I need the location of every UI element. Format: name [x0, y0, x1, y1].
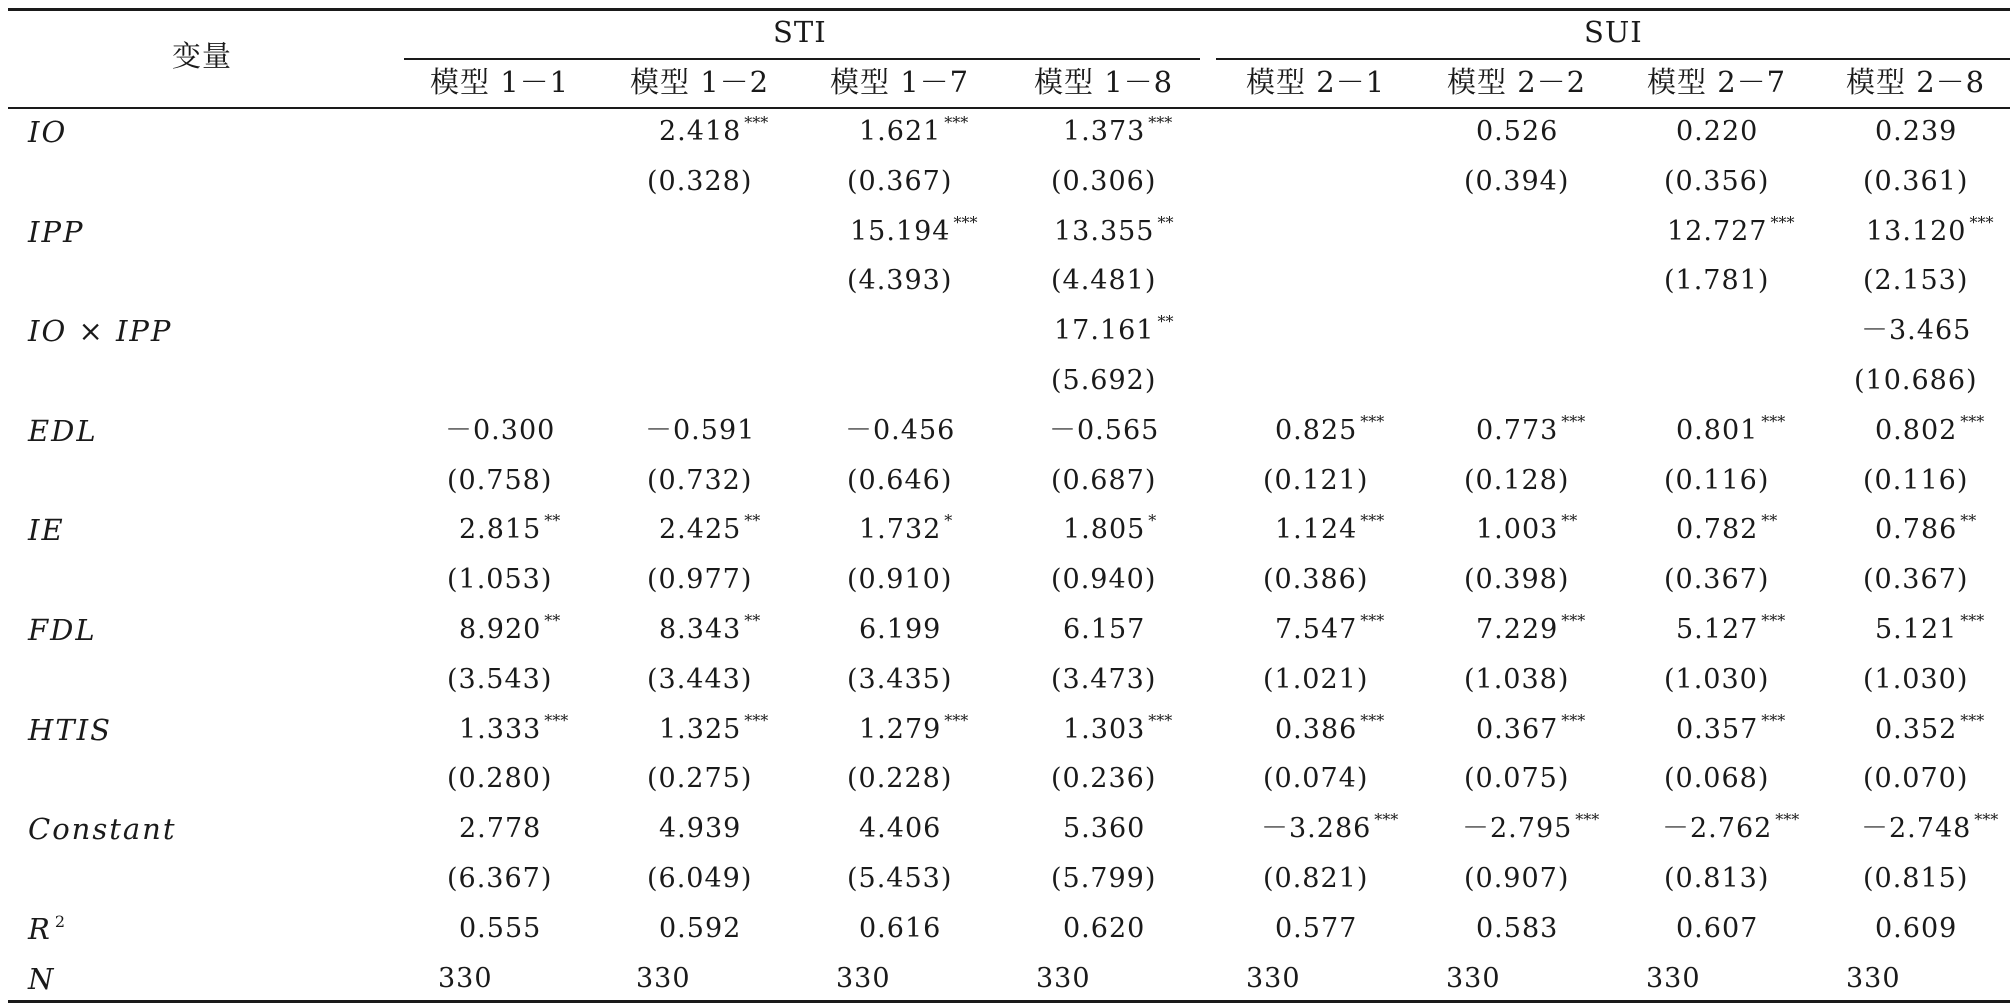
coef-value: 17.161 — [1054, 315, 1155, 346]
coef-cell — [1861, 810, 1999, 848]
n-value: 330 — [636, 963, 691, 994]
se-cell: (4.481) — [1051, 265, 1157, 296]
significance-stars: ** — [744, 511, 761, 530]
significance-stars: *** — [953, 213, 978, 232]
coef-cell — [1063, 711, 1173, 749]
coef-value: －3.286 — [1261, 813, 1372, 844]
n-value: 330 — [1246, 963, 1301, 994]
se-cell: (3.473) — [1051, 664, 1157, 695]
n-value: 330 — [836, 963, 891, 994]
se-cell: (3.543) — [447, 664, 553, 695]
coef-value: 13.355 — [1054, 216, 1155, 247]
coef-cell — [850, 213, 978, 251]
significance-stars: ** — [544, 511, 561, 530]
significance-stars: ** — [1761, 511, 1778, 530]
r2-value: 0.592 — [659, 913, 742, 944]
coef-value: 6.157 — [1063, 614, 1146, 645]
se-cell: (5.799) — [1051, 863, 1157, 894]
se-cell: (5.453) — [847, 863, 953, 894]
r2-label — [28, 913, 65, 950]
coef-cell — [659, 711, 769, 749]
significance-stars: *** — [1761, 711, 1786, 730]
n-label: N — [28, 962, 56, 996]
se-cell: (1.030) — [1664, 664, 1770, 695]
coef-value: －0.300 — [445, 415, 556, 446]
coef-value: 1.333 — [459, 714, 542, 745]
coef-value: 4.406 — [859, 813, 942, 844]
n-value: 330 — [1446, 963, 1501, 994]
coef-cell — [1875, 511, 1977, 549]
coef-value: 13.120 — [1866, 216, 1967, 247]
se-cell: (0.977) — [647, 564, 753, 595]
coef-value: 12.727 — [1667, 216, 1768, 247]
coef-cell — [1275, 511, 1385, 549]
se-cell: (0.116) — [1863, 465, 1969, 496]
model-header-7: 模型 2－7 — [1647, 65, 1787, 99]
significance-stars: *** — [1960, 412, 1985, 431]
se-cell: (0.075) — [1464, 763, 1570, 794]
coef-cell — [1676, 412, 1786, 450]
sti-group-rule — [404, 58, 1200, 60]
significance-stars: ** — [1561, 511, 1578, 530]
significance-stars: *** — [1360, 511, 1385, 530]
sui-group-rule — [1216, 58, 2010, 60]
coef-value: 8.343 — [659, 614, 742, 645]
coef-value: －2.748 — [1861, 813, 1972, 844]
coef-cell — [859, 614, 941, 646]
se-cell: (0.910) — [847, 564, 953, 595]
coef-cell — [1063, 614, 1145, 646]
significance-stars: ** — [744, 611, 761, 630]
coef-cell — [1676, 116, 1758, 148]
model-header-5: 模型 2－1 — [1246, 65, 1386, 99]
se-cell: (0.815) — [1863, 863, 1969, 894]
coef-cell — [659, 511, 761, 549]
coef-cell — [1861, 315, 1971, 347]
coef-cell — [1476, 511, 1578, 549]
se-cell: (10.686) — [1854, 365, 1978, 396]
coef-value: 2.418 — [659, 116, 742, 147]
coef-value: 0.526 — [1476, 116, 1559, 147]
coef-value: －2.795 — [1462, 813, 1573, 844]
coef-value: 7.229 — [1476, 614, 1559, 645]
row-label-6: HTIS — [28, 713, 112, 747]
significance-stars: * — [944, 511, 953, 530]
coef-cell — [1476, 116, 1558, 148]
se-cell: (0.074) — [1263, 763, 1369, 794]
r2-value: 0.607 — [1676, 913, 1759, 944]
coef-value: 7.547 — [1275, 614, 1358, 645]
group-header-sti: STI — [773, 15, 827, 49]
coef-value: 1.325 — [659, 714, 742, 745]
se-cell: (6.049) — [647, 863, 753, 894]
coef-value: 4.939 — [659, 813, 742, 844]
coef-cell — [859, 113, 969, 151]
se-cell: (0.758) — [447, 465, 553, 496]
coef-value: 1.373 — [1063, 116, 1146, 147]
se-cell: (0.361) — [1863, 166, 1969, 197]
se-cell: (6.367) — [447, 863, 553, 894]
se-cell: (5.692) — [1051, 365, 1157, 396]
coef-cell — [1662, 810, 1800, 848]
se-cell: (3.443) — [647, 664, 753, 695]
significance-stars: *** — [1775, 810, 1800, 829]
coef-cell — [659, 611, 761, 649]
se-cell: (0.367) — [847, 166, 953, 197]
significance-stars: *** — [1360, 611, 1385, 630]
coef-cell — [1462, 810, 1600, 848]
coef-cell — [659, 113, 769, 151]
se-cell: (0.356) — [1664, 166, 1770, 197]
coef-value: 0.825 — [1275, 415, 1358, 446]
coef-cell — [859, 511, 953, 549]
variable-header: 变量 — [172, 39, 233, 73]
se-cell: (0.275) — [647, 763, 753, 794]
significance-stars: *** — [944, 711, 969, 730]
coef-value: 2.425 — [659, 514, 742, 545]
coef-value: －0.456 — [845, 415, 956, 446]
se-cell: (0.398) — [1464, 564, 1570, 595]
se-cell: (0.116) — [1664, 465, 1770, 496]
significance-stars: *** — [1770, 213, 1795, 232]
coef-cell — [459, 611, 561, 649]
se-cell: (0.236) — [1051, 763, 1157, 794]
significance-stars: *** — [1575, 810, 1600, 829]
coef-value: 15.194 — [850, 216, 951, 247]
coef-value: 0.802 — [1875, 415, 1958, 446]
coef-value: 1.732 — [859, 514, 942, 545]
se-cell: (0.821) — [1263, 863, 1369, 894]
se-cell: (0.306) — [1051, 166, 1157, 197]
coef-value: 0.367 — [1476, 714, 1559, 745]
se-cell: (0.367) — [1863, 564, 1969, 595]
significance-stars: *** — [1761, 611, 1786, 630]
significance-stars: *** — [1360, 412, 1385, 431]
se-cell: (1.021) — [1263, 664, 1369, 695]
coef-cell — [845, 415, 955, 447]
coef-cell — [459, 813, 541, 845]
n-value: 330 — [1036, 963, 1091, 994]
coef-cell — [1875, 412, 1985, 450]
model-header-4: 模型 1－8 — [1034, 65, 1174, 99]
coef-cell — [1476, 611, 1586, 649]
row-label-5: FDL — [28, 613, 97, 647]
coef-value: 0.239 — [1875, 116, 1958, 147]
coef-cell — [1676, 711, 1786, 749]
coef-value: 0.357 — [1676, 714, 1759, 745]
r2-superscript: 2 — [54, 912, 66, 931]
se-cell: (0.646) — [847, 465, 953, 496]
coef-cell — [1676, 511, 1778, 549]
significance-stars: *** — [944, 113, 969, 132]
se-cell: (0.813) — [1664, 863, 1770, 894]
row-label-2: IO × IPP — [28, 314, 173, 348]
significance-stars: *** — [744, 711, 769, 730]
coef-cell — [1261, 810, 1399, 848]
header-rule — [8, 107, 2010, 109]
coef-value: 0.782 — [1676, 514, 1759, 545]
significance-stars: *** — [1360, 711, 1385, 730]
top-rule — [8, 8, 2010, 11]
row-label-7: Constant — [28, 812, 177, 846]
group-header-sui: SUI — [1584, 15, 1643, 49]
coef-value: 0.786 — [1875, 514, 1958, 545]
coef-value: 0.386 — [1275, 714, 1358, 745]
coef-value: 1.124 — [1275, 514, 1358, 545]
significance-stars: *** — [1974, 810, 1999, 829]
n-value: 330 — [1846, 963, 1901, 994]
se-cell: (1.053) — [447, 564, 553, 595]
coef-value: 2.778 — [459, 813, 542, 844]
se-cell: (2.153) — [1863, 265, 1969, 296]
coef-cell — [1875, 116, 1957, 148]
coef-cell — [1875, 611, 1985, 649]
significance-stars: *** — [1374, 810, 1399, 829]
coef-cell — [1476, 412, 1586, 450]
coef-value: 5.121 — [1875, 614, 1958, 645]
se-cell: (1.781) — [1664, 265, 1770, 296]
se-cell: (0.228) — [847, 763, 953, 794]
se-cell: (0.121) — [1263, 465, 1369, 496]
coef-value: 0.801 — [1676, 415, 1759, 446]
se-cell: (0.394) — [1464, 166, 1570, 197]
se-cell: (0.328) — [647, 166, 753, 197]
se-cell: (0.907) — [1464, 863, 1570, 894]
coef-cell — [1875, 711, 1985, 749]
se-cell: (0.280) — [447, 763, 553, 794]
se-cell: (4.393) — [847, 265, 953, 296]
se-cell: (0.687) — [1051, 465, 1157, 496]
coef-cell — [645, 415, 755, 447]
se-cell: (0.367) — [1664, 564, 1770, 595]
r2-value: 0.609 — [1875, 913, 1958, 944]
significance-stars: *** — [1969, 213, 1994, 232]
coef-cell — [1275, 412, 1385, 450]
coef-cell — [1054, 213, 1174, 251]
significance-stars: *** — [1148, 711, 1173, 730]
model-header-3: 模型 1－7 — [830, 65, 970, 99]
coef-value: 1.279 — [859, 714, 942, 745]
significance-stars: *** — [1561, 711, 1586, 730]
coef-cell — [1049, 415, 1159, 447]
coef-cell — [1476, 711, 1586, 749]
coef-cell — [1063, 511, 1157, 549]
r2-value: 0.620 — [1063, 913, 1146, 944]
coef-cell — [1667, 213, 1795, 251]
coef-value: 0.773 — [1476, 415, 1559, 446]
coef-cell — [459, 711, 569, 749]
se-cell: (0.068) — [1664, 763, 1770, 794]
se-cell: (0.070) — [1863, 763, 1969, 794]
se-cell: (0.940) — [1051, 564, 1157, 595]
coef-cell — [1063, 113, 1173, 151]
model-header-6: 模型 2－2 — [1447, 65, 1587, 99]
coef-value: 1.805 — [1063, 514, 1146, 545]
significance-stars: ** — [544, 611, 561, 630]
coef-value: －3.465 — [1861, 315, 1972, 346]
significance-stars: *** — [1960, 711, 1985, 730]
se-cell: (1.030) — [1863, 664, 1969, 695]
row-label-0: IO — [28, 115, 68, 149]
coef-value: 0.220 — [1676, 116, 1759, 147]
r2-value: 0.555 — [459, 913, 542, 944]
coef-cell — [1275, 711, 1385, 749]
r2-label-text: R — [28, 912, 52, 946]
coef-value: 1.003 — [1476, 514, 1559, 545]
se-cell: (3.435) — [847, 664, 953, 695]
significance-stars: *** — [1148, 113, 1173, 132]
significance-stars: *** — [744, 113, 769, 132]
significance-stars: *** — [1960, 611, 1985, 630]
coef-value: －2.762 — [1662, 813, 1773, 844]
significance-stars: *** — [1561, 611, 1586, 630]
coef-value: 5.127 — [1676, 614, 1759, 645]
model-header-8: 模型 2－8 — [1846, 65, 1986, 99]
coef-cell — [859, 813, 941, 845]
r2-value: 0.583 — [1476, 913, 1559, 944]
coef-cell — [1866, 213, 1994, 251]
r2-value: 0.577 — [1275, 913, 1358, 944]
n-value: 330 — [438, 963, 493, 994]
bottom-rule — [8, 1000, 2010, 1003]
row-label-3: EDL — [28, 414, 98, 448]
coef-cell — [859, 711, 969, 749]
significance-stars: ** — [1157, 213, 1174, 232]
se-cell: (0.386) — [1263, 564, 1369, 595]
coef-value: 1.303 — [1063, 714, 1146, 745]
significance-stars: *** — [1761, 412, 1786, 431]
se-cell: (0.732) — [647, 465, 753, 496]
r2-value: 0.616 — [859, 913, 942, 944]
significance-stars: ** — [1960, 511, 1977, 530]
n-value: 330 — [1646, 963, 1701, 994]
coef-value: 0.352 — [1875, 714, 1958, 745]
coef-cell — [1063, 813, 1145, 845]
row-label-1: IPP — [28, 215, 85, 249]
coef-cell — [445, 415, 555, 447]
coef-value: 6.199 — [859, 614, 942, 645]
coef-value: 2.815 — [459, 514, 542, 545]
significance-stars: * — [1148, 511, 1157, 530]
coef-value: 8.920 — [459, 614, 542, 645]
coef-cell — [1054, 312, 1174, 350]
coef-value: 1.621 — [859, 116, 942, 147]
model-header-2: 模型 1－2 — [630, 65, 770, 99]
coef-value: －0.591 — [645, 415, 756, 446]
coef-value: 5.360 — [1063, 813, 1146, 844]
se-cell: (0.128) — [1464, 465, 1570, 496]
significance-stars: *** — [544, 711, 569, 730]
coef-cell — [659, 813, 741, 845]
coef-cell — [459, 511, 561, 549]
row-label-4: IE — [28, 513, 65, 547]
significance-stars: *** — [1561, 412, 1586, 431]
coef-cell — [1275, 611, 1385, 649]
se-cell: (1.038) — [1464, 664, 1570, 695]
coef-cell — [1676, 611, 1786, 649]
coef-value: －0.565 — [1049, 415, 1160, 446]
model-header-1: 模型 1－1 — [430, 65, 570, 99]
significance-stars: ** — [1157, 312, 1174, 331]
